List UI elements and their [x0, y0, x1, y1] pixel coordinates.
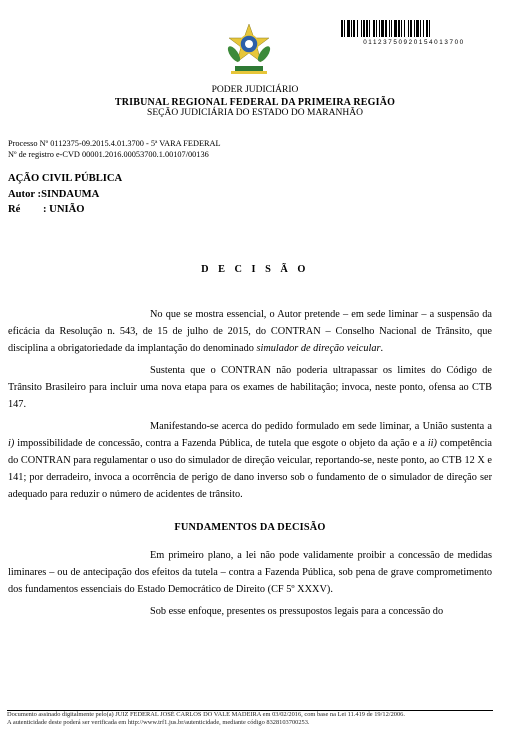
- process-number-line: [8, 138, 221, 149]
- signature-line: Documento assinado digitalmente pelo(a) JUIZ FEDERAL JOSÉ CARLOS DO VALE MADEIRA em 03/02/2016, com base na Lei 11.419 de 19/12/2006.: [7, 711, 405, 718]
- registro-line: Nº de registro e-CVD 00001.2016.00053700.1.00107/00136: [8, 150, 209, 159]
- process-prefix: Processo Nº: [8, 139, 51, 148]
- barcode: [341, 20, 487, 37]
- process-info: [8, 138, 221, 160]
- process-number: 0112375-09.2015.4.01.3700: [50, 139, 144, 148]
- decision-body: [8, 306, 492, 625]
- case-parties: [8, 171, 122, 218]
- emphasis-text: simulador de direção veicular: [256, 343, 381, 354]
- header-line-section: SEÇÃO JUDICIÁRIA DO ESTADO DO MARANHÃO: [147, 108, 363, 118]
- section-heading: FUNDAMENTOS DA DECISÃO: [174, 522, 326, 533]
- court-header: [0, 85, 510, 120]
- brazil-coat-of-arms-icon: [225, 22, 273, 78]
- case-type: AÇÃO CIVIL PÚBLICA: [8, 173, 123, 184]
- paragraph: Sustenta que o CONTRAN não poderia ultrapassar os limites do Código de Trânsito Brasileiro para incluir uma nova etapa para os exames de habilitação; invoca, neste ponto, ofensa ao CTB 147.: [8, 365, 492, 410]
- autor-label: Autor :: [8, 188, 42, 200]
- autor-row: [8, 187, 122, 203]
- paragraph: Manifestando-se acerca do pedido formulado em sede liminar, a União sustenta a i) impossibilidade de concessão, contra a Fazenda Pública, de tutela que esgote o objeto da ação e a ii) competência do CONTRAN para regulamentar o uso do simulador de direção veicular, reportando-se, neste ponto, ao CTB 12 X e 141; por derradeiro, invoca a ocorrência de perigo de dano inverso sob o fundamento de o simulador de direção ser adequado para reduzir o número de acidentes de trânsito.: [8, 421, 492, 500]
- process-court: - 5ª VARA FEDERAL: [143, 139, 221, 148]
- paragraph: No que se mostra essencial, o Autor pretende – em sede liminar – a suspensão da eficácia da Resolução n. 543, de 15 de julho de 2015, do CONTRAN – Conselho Nacional de Trânsito, que disciplina a obrigatoriedade da implantação do denominado simulador de direção veicular.: [8, 309, 492, 354]
- re-row: [8, 202, 122, 218]
- paragraph: Sob esse enfoque, presentes os pressupostos legais para a concessão do: [150, 606, 444, 617]
- barcode-number: 01123750920154013700: [363, 39, 465, 46]
- re-value: : UNIÃO: [43, 204, 85, 215]
- signature-footer: [7, 711, 499, 728]
- authenticity-line: A autenticidade deste poderá ser verificada em http://www.trf1.jus.br/autenticidade, mediante código 8328103700253.: [7, 719, 310, 727]
- autor-value: SINDAUMA: [41, 188, 100, 200]
- header-line-court: TRIBUNAL REGIONAL FEDERAL DA PRIMEIRA REGIÃO: [114, 96, 396, 108]
- header-line-judiciary: PODER JUDICIÁRIO: [211, 85, 299, 95]
- re-label: Ré: [8, 204, 21, 215]
- paragraph: Em primeiro plano, a lei não pode validamente proibir a concessão de medidas liminares – ou de antecipação dos efeitos da tutela – contra a Fazenda Pública, sob pena de grave comprometimento dos fundamentos essenciais do Estado Democrático de Direito (CF 5º XXXV).: [8, 550, 492, 595]
- decision-title: D E C I S Ã O: [201, 264, 309, 275]
